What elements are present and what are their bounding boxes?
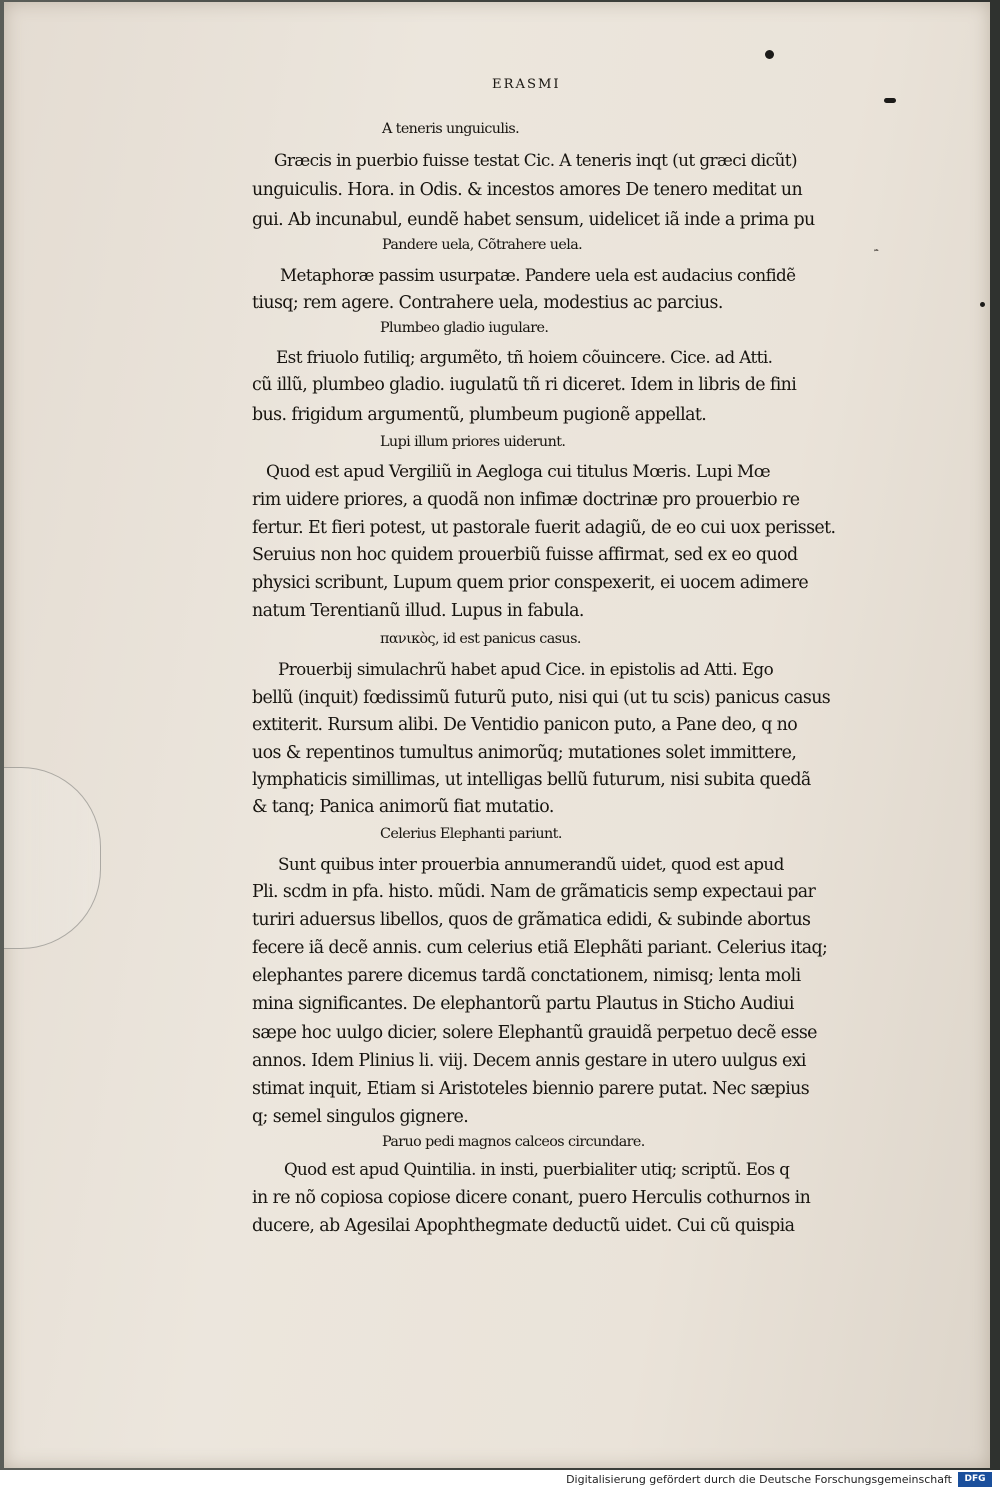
text-line: physici scribunt, Lupum quem prior conspexerit, ei uocem adimere xyxy=(252,573,809,593)
page-header: ERASMI xyxy=(492,77,561,92)
ink-spot xyxy=(765,50,774,59)
text-line: fertur. Et fieri potest, ut pastorale fuerit adagiũ, de eo cui uox perisset. xyxy=(252,518,836,538)
text-line: fecere iã decẽ annis. cum celerius etiã Elephãti pariant. Celerius itaq; xyxy=(252,938,828,958)
text-line: πανικὸς, id est panicus casus. xyxy=(380,631,581,647)
text-line: Quod est apud Vergiliũ in Aegloga cui titulus Mœris. Lupi Mœ xyxy=(266,462,771,482)
text-line: Pli. scdm in pfa. histo. mũdi. Nam de grãmaticis semp expectaui par xyxy=(252,882,816,902)
text-line: tiusq; rem agere. Contrahere uela, modestius ac parcius. xyxy=(252,293,723,313)
text-line: Metaphoræ passim usurpatæ. Pandere uela est audacius confidẽ xyxy=(280,265,796,285)
text-line: extiterit. Rursum alibi. De Ventidio panicon puto, a Pane deo, q no xyxy=(252,715,798,735)
text-line: (eritia. xyxy=(874,249,879,252)
text-line: Græcis in puerbio fuisse testat Cic. A teneris inqt (ut græci dicũt) xyxy=(274,150,797,170)
text-line: Seruius non hoc quidem prouerbiũ fuisse affirmat, sed ex eo quod xyxy=(252,545,798,565)
text-line: mina significantes. De elephantorũ partu Plautus in Sticho Audiui xyxy=(252,994,794,1014)
text-line: unguiculis. Hora. in Odis. & incestos amores De tenero meditat un xyxy=(252,180,803,200)
text-line: annos. Idem Plinius li. viij. Decem annis gestare in utero uulgus exi xyxy=(252,1051,806,1071)
text-line: ducere, ab Agesilai Apophthegmate deductũ uidet. Cui cũ quispia xyxy=(252,1216,795,1236)
text-line: bus. frigidum argumentũ, plumbeum pugionẽ appellat. xyxy=(252,405,707,425)
text-line: Pandere uela, Cõtrahere uela. xyxy=(382,237,583,253)
text-line: Plumbeo gladio iugulare. xyxy=(380,320,549,336)
text-line: turiri aduersus libellos, quos de grãmatica edidi, & subinde abortus xyxy=(252,910,811,930)
text-line: Est friuolo futiliq; argumẽto, tñ hoiem cõuincere. Cice. ad Atti. xyxy=(276,347,773,367)
text-line: stimat inquit, Etiam si Aristoteles biennio parere putat. Nec sæpius xyxy=(252,1079,810,1099)
text-line: uos & repentinos tumultus animorũq; mutationes solet immittere, xyxy=(252,743,797,763)
dfg-logo: DFG xyxy=(958,1472,992,1487)
text-line: bellũ (inquit) fœdissimũ futurũ puto, nisi qui (ut tu scis) panicus casus xyxy=(252,688,831,708)
text-line: lymphaticis simillimas, ut intelligas bellũ futurum, nisi subita quedã xyxy=(252,770,811,790)
funding-credit: Digitalisierung gefördert durch die Deutsche Forschungsgemeinschaft xyxy=(566,1473,952,1486)
text-line: A teneris unguiculis. xyxy=(382,121,520,137)
footer-bar xyxy=(0,1470,1000,1490)
text-line: rim uidere priores, a quodã non infimæ doctrinæ pro prouerbio re xyxy=(252,490,800,510)
text-line: cũ illũ, plumbeo gladio. iugulatũ tñ ri diceret. Idem in libris de fini xyxy=(252,375,797,395)
text-line: Celerius Elephanti pariunt. xyxy=(380,826,562,842)
text-line: elephantes parere dicemus tardã conctationem, nimisq; lenta moli xyxy=(252,966,801,986)
text-line: Sunt quibus inter prouerbia annumerandũ uidet, quod est apud xyxy=(278,854,784,874)
text-line: natum Terentianũ illud. Lupus in fabula. xyxy=(252,601,584,621)
text-line: & tanq; Panica animorũ fiat mutatio. xyxy=(252,797,554,817)
text-line: Prouerbij simulachrũ habet apud Cice. in epistolis ad Atti. Ego xyxy=(278,659,774,679)
text-line: in re nõ copiosa copiose dicere conant, puero Herculis cothurnos in xyxy=(252,1188,811,1208)
text-line: q; semel singulos gignere. xyxy=(252,1107,469,1127)
text-line: Quod est apud Quintilia. in insti, puerbialiter utiq; scriptũ. Eos q xyxy=(284,1160,790,1179)
text-line: sæpe hoc uulgo dicier, solere Elephantũ grauidã perpetuo decẽ esse xyxy=(252,1023,817,1043)
text-line: gui. Ab incunabul, eundẽ habet sensum, uidelicet iã inde a prima pu xyxy=(252,210,815,230)
page-clip-shadow xyxy=(4,767,101,949)
text-line: Paruo pedi magnos calceos circundare. xyxy=(382,1134,645,1150)
book-page xyxy=(4,2,990,1468)
text-line: Lupi illum priores uiderunt. xyxy=(380,434,566,450)
